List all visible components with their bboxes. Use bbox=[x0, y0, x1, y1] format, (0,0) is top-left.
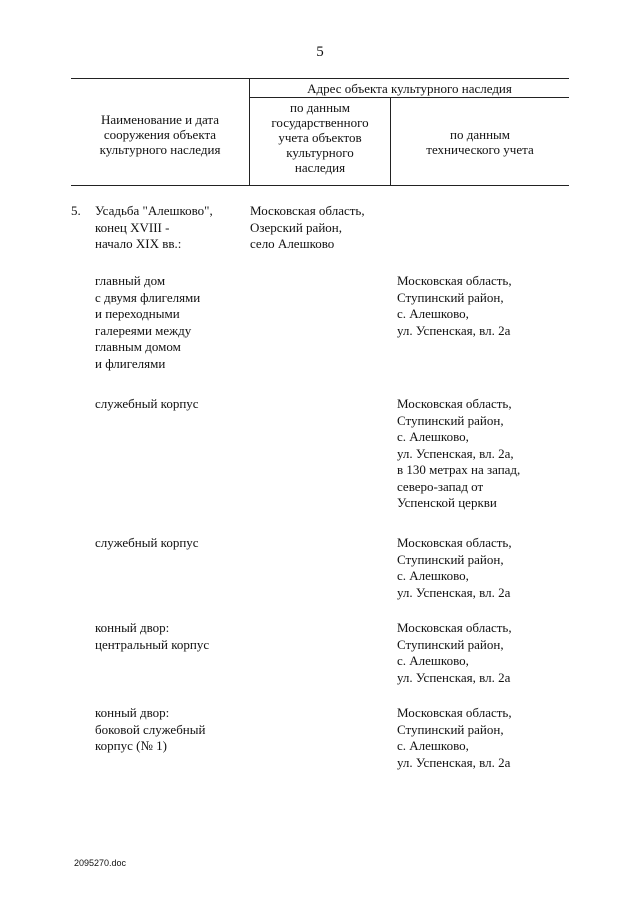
item-name: служебный корпус bbox=[95, 535, 199, 550]
item-tech-address: Московская область, Ступинский район, с. Алешково, ул. Успенская, вл. 2а, в 130 метрах на запад, северо-запад от Успенской церкви bbox=[397, 396, 521, 510]
header-technical-registry-column: по данным технического учета bbox=[426, 127, 534, 157]
item-tech-address: Московская область, Ступинский район, с. Алешково, ул. Успенская, вл. 2а bbox=[397, 620, 512, 685]
item-name: конный двор: центральный корпус bbox=[95, 620, 210, 652]
entry-name: Усадьба "Алешково", конец XVIII - начало XIX вв.: bbox=[95, 203, 213, 251]
item-tech-address: Московская область, Ступинский район, с. Алешково, ул. Успенская, вл. 2а bbox=[397, 535, 512, 600]
header-address-column: Адрес объекта культурного наследия bbox=[307, 81, 512, 96]
entry-number: 5. bbox=[71, 203, 81, 218]
address-header-rule bbox=[249, 97, 569, 98]
item-name: конный двор: боковой служебный корпус (№ 1) bbox=[95, 705, 206, 753]
item-tech-address: Московская область, Ступинский район, с. Алешково, ул. Успенская, вл. 2а bbox=[397, 705, 512, 770]
item-name: служебный корпус bbox=[95, 396, 199, 411]
entry-state-address: Московская область, Озерский район, село Алешково bbox=[250, 203, 365, 251]
header-name-column: Наименование и дата сооружения объекта культурного наследия bbox=[99, 112, 221, 157]
item-tech-address: Московская область, Ступинский район, с. Алешково, ул. Успенская, вл. 2а bbox=[397, 273, 512, 338]
header-state-registry-column: по данным государственного учета объектов культурного наследия bbox=[271, 100, 369, 175]
page-number: 5 bbox=[316, 44, 324, 60]
document-filename: 2095270.doc bbox=[74, 858, 127, 868]
item-name: главный дом с двумя флигелями и переходными галереями между главным домом и флигелями bbox=[95, 273, 201, 371]
table-header bbox=[71, 78, 569, 186]
